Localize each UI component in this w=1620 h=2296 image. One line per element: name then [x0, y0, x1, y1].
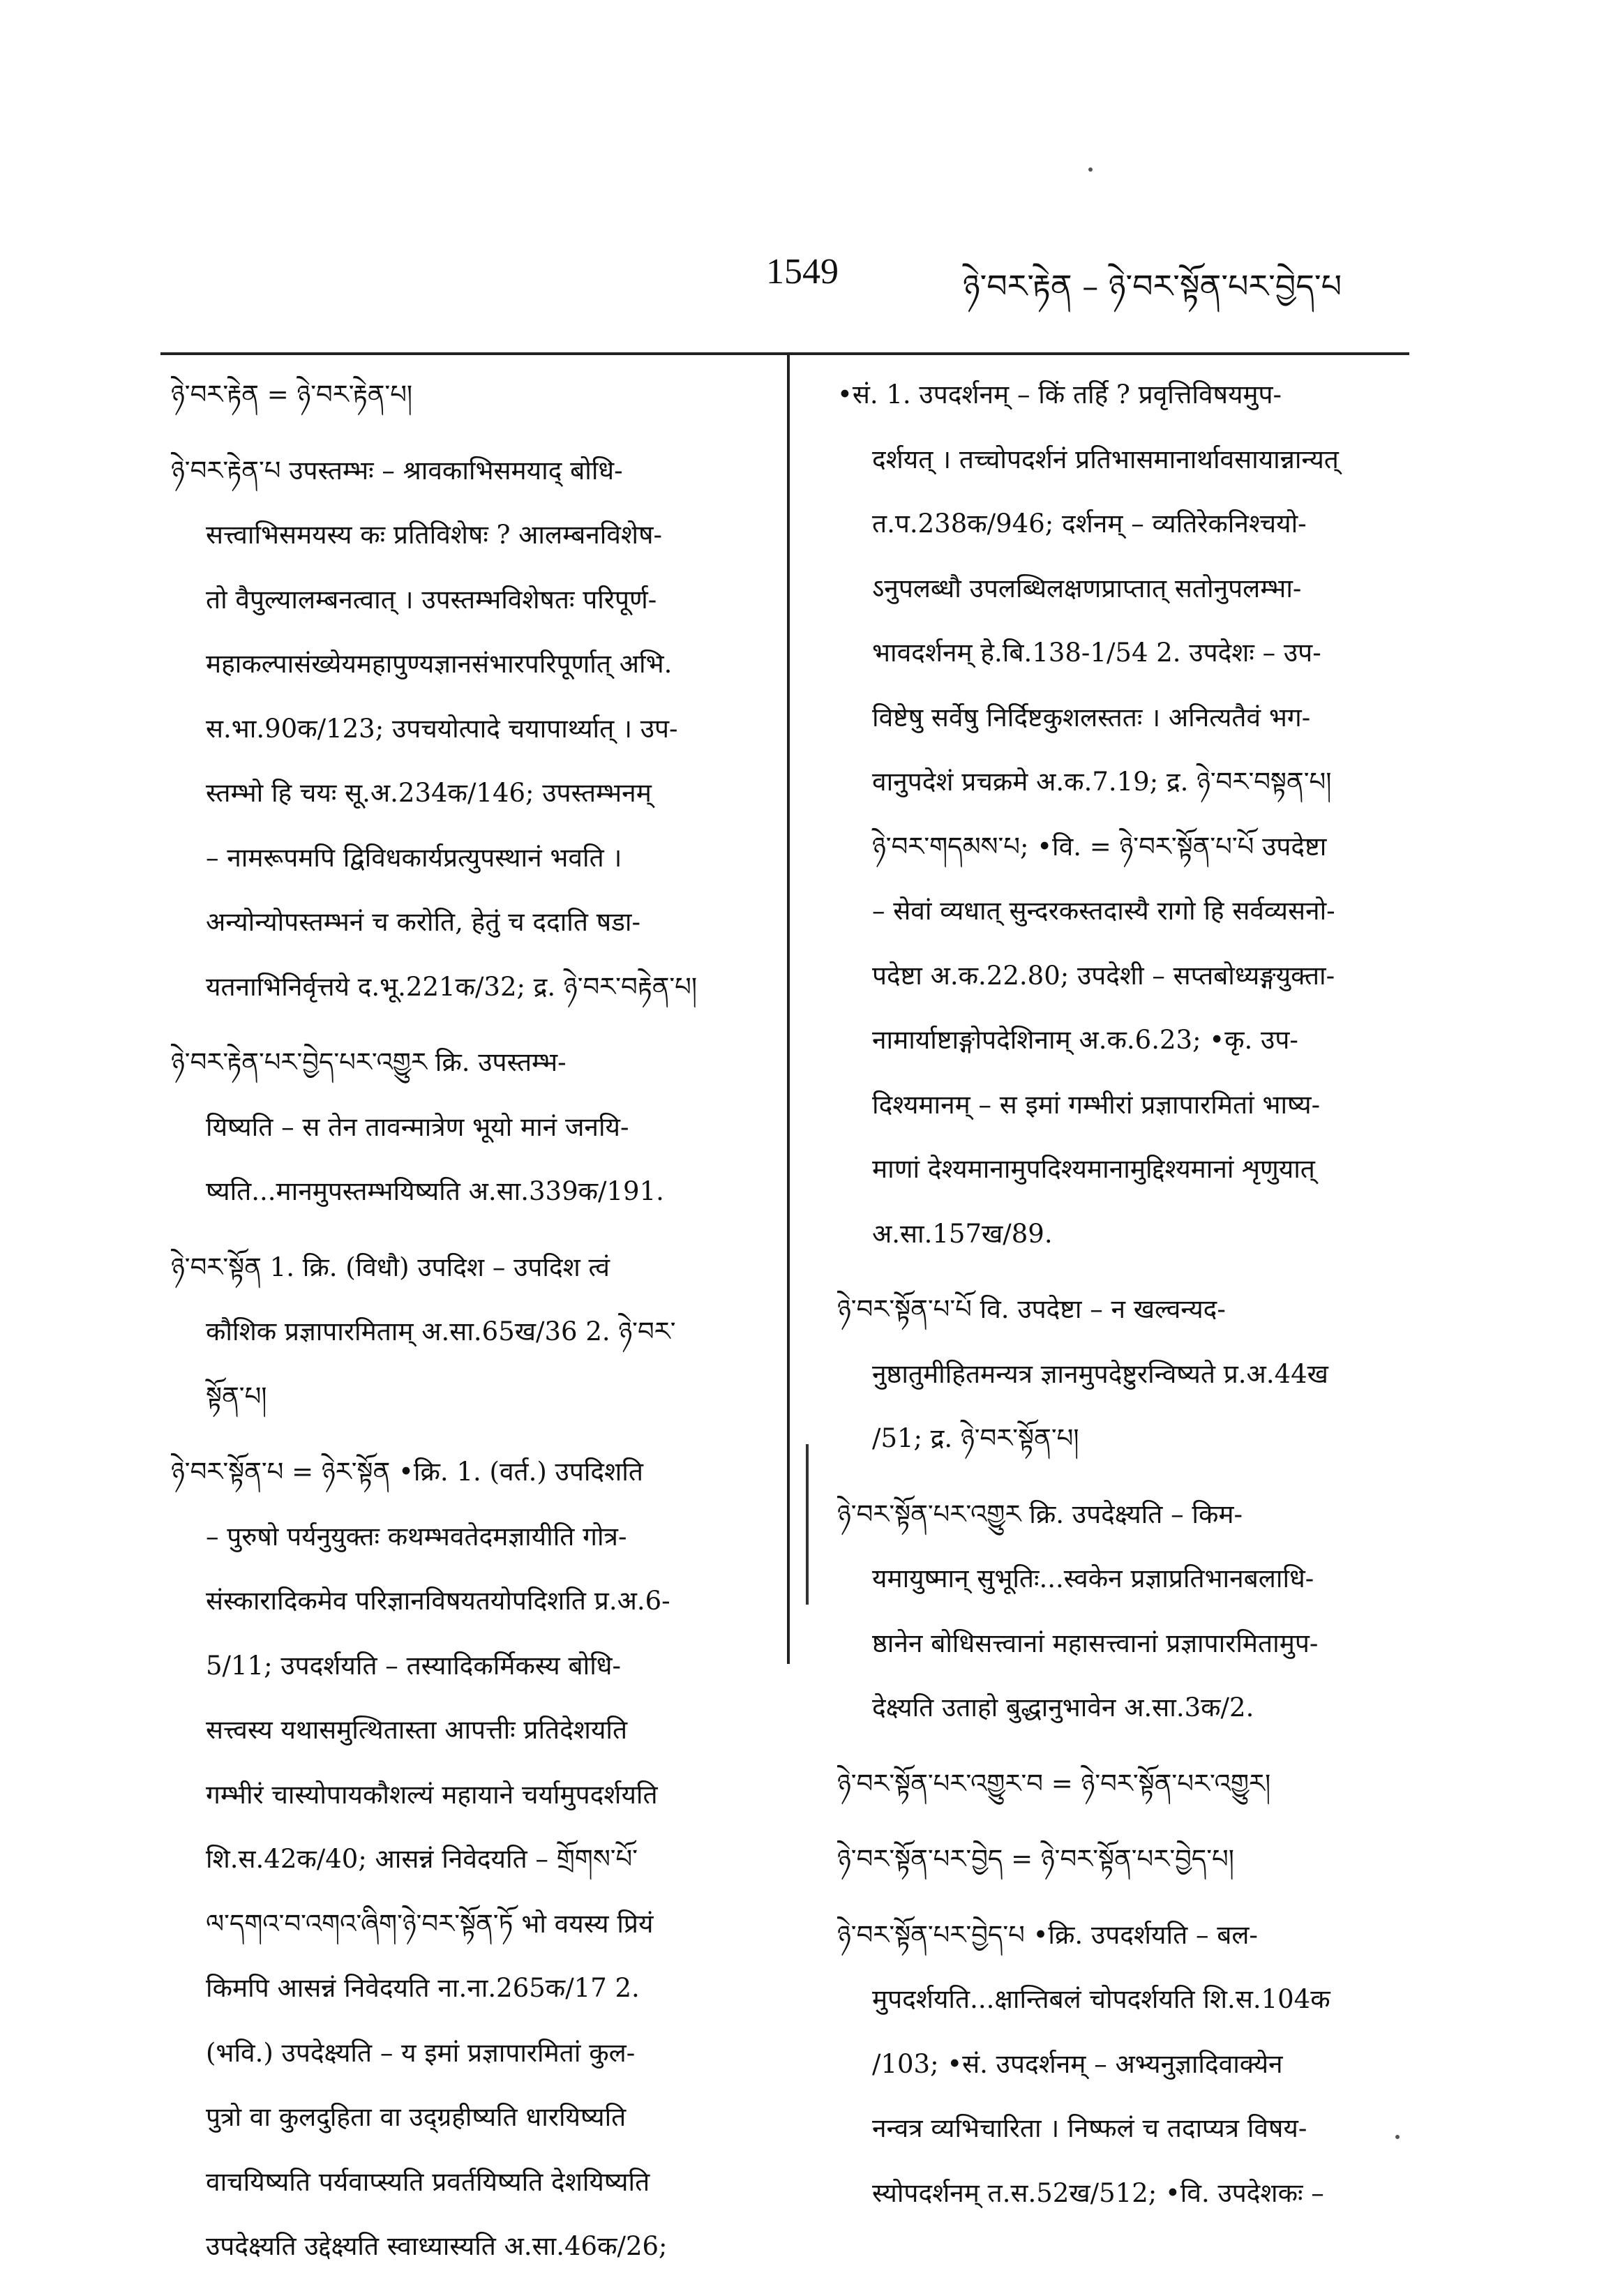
- entry-line: ཉེ་བར་གདམས་པ; •वि. = ཉེ་བར་སྟོན་པ་པོ उपदेष्टा: [872, 831, 1327, 862]
- entry-nye-bar-ston-pa: [171, 1440, 771, 2279]
- entry-line: यिष्यति – स तेन तावन्मात्रेण भूयो मानं जनयि-: [206, 1111, 629, 1142]
- entry-line: ऽनुपलब्धौ उपलब्धिलक्षणप्राप्तात् सतोनुपलम्भा-: [872, 573, 1302, 603]
- entry-nye-bar-ston-par-byed-pa: [837, 1903, 1437, 2226]
- entry-line: वानुपदेशं प्रचक्रमे अ.क.7.19; द्र. ཉེ་བར་བསྟན་པ།: [872, 767, 1332, 797]
- entry-line: तो वैपुल्यालम्बनत्वात् । उपस्तम्भविशेषतः परिपूर्ण-: [206, 584, 657, 615]
- column-divider-lower: [806, 1444, 809, 1605]
- entry-line: ཉེ་བར་རྟེན = ཉེ་བར་རྟེན་པ།: [171, 380, 413, 410]
- entry-line: नुष्ठातुमीहितमन्यत्र ज्ञानमुपदेष्टुरन्विष्यते प्र.अ.44ख: [872, 1358, 1328, 1389]
- entry-line: स्योपदर्शनम् त.स.52ख/512; •वि. उपदेशकः –: [872, 2177, 1324, 2208]
- entry-line: शि.स.42क/40; आसन्नं निवेदयति – གྲོགས་པོ་: [206, 1844, 638, 1874]
- entry-nye-bar-ston-par-byed: [837, 1827, 1437, 1892]
- entry-line: ལ་དགའ་བ་འགའ་ཞིག་ཉེ་བར་སྟོན་ཏོ भो वयस्य प्रियं: [206, 1908, 654, 1939]
- entry-line: सत्त्वस्य यथासमुत्थितास्ता आपत्तीः प्रतिदेशयति: [206, 1715, 628, 1745]
- entry-line: विष्टेषु सर्वेषु निर्दिष्टकुशलस्ततः । अनित्यतैवं भग-: [872, 702, 1311, 733]
- entry-line: ཉེ་བར་སྟོན་པ = ཉེར་སྟོན •क्रि. 1. (वर्त.) उपदिशति: [171, 1457, 643, 1487]
- entry-nye-bar-ston-pa-po: [837, 1277, 1437, 1471]
- entry-line: मुपदर्शयति...क्षान्तिबलं चोपदर्शयति शि.स.104क: [872, 1984, 1330, 2014]
- entry-nye-bar-rten-par-byed-par-gyur: [171, 1030, 771, 1224]
- entry-line: महाकल्पासंख्येयमहापुण्यज्ञानसंभारपरिपूर्णात् अभि.: [206, 649, 673, 679]
- entry-line: कौशिक प्रज्ञापारमिताम् अ.सा.65ख/36 2. ཉེ་བར་: [206, 1316, 676, 1346]
- scan-speck: [1088, 167, 1093, 172]
- entry-line: /103; •सं. उपदर्शनम् – अभ्यनुज्ञादिवाक्येन: [872, 2048, 1283, 2079]
- entry-line: ཉེ་བར་སྟོན་པར་འགྱུར་བ = ཉེ་བར་སྟོན་པར་འགྱུར།: [837, 1768, 1271, 1799]
- entry-line: – सेवां व्यधात् सुन्दरकस्तदास्यै रागो हि सर्वव्यसनो-: [872, 896, 1335, 926]
- entry-nye-bar-ston: [171, 1236, 771, 1430]
- entry-line: त.प.238क/946; दर्शनम् – व्यतिरेकनिश्चयो-: [872, 509, 1307, 539]
- entry-line: नन्वत्र व्यभिचारिता । निष्फलं च तदाप्यत्र विषय-: [872, 2113, 1307, 2143]
- page-number: 1549: [766, 252, 839, 292]
- entry-line: ཉེ་བར་སྟོན་པར་འགྱུར क्रि. उपदेक्ष्यति – किम-: [837, 1499, 1243, 1529]
- entry-line: वाचयिष्यति पर्यवाप्स्यति प्रवर्तयिष्यति देशयिष्यति: [206, 2166, 650, 2197]
- running-head: ཉེ་བར་རྟེན – ཉེ་བར་སྟོན་པར་བྱེད་པ: [963, 267, 1342, 305]
- column-divider: [787, 352, 790, 1664]
- entry-line: यतनाभिनिर्वृत्तये द.भू.221क/32; द्र. ཉེ་བར་བརྟེན་པ།: [206, 971, 698, 1002]
- entry-line: – पुरुषो पर्यनुयुक्तः कथम्भवतेदमज्ञायीति गोत्र-: [206, 1521, 627, 1552]
- entry-line: ष्ठानेन बोधिसत्त्वानां महासत्त्वानां प्रज्ञापारमितामुप-: [872, 1628, 1319, 1658]
- entry-line: •सं. 1. उपदर्शनम् – किं तर्हि ? प्रवृत्तिविषयमुप-: [837, 380, 1282, 410]
- entry-line: सत्त्वाभिसमयस्य कः प्रतिविशेषः ? आलम्बनविशेष-: [206, 520, 662, 550]
- entry-line: ཉེ་བར་སྟོན་པར་བྱེད་པ •क्रि. उपदर्शयति – बल-: [837, 1919, 1258, 1950]
- scan-speck: [1395, 2135, 1400, 2139]
- entry-nye-bar-ston-par-gyur-ba: [837, 1752, 1437, 1817]
- entry-line: उपदेक्ष्यति उद्देक्ष्यति स्वाध्यास्यति अ.सा.46क/26;: [206, 2231, 668, 2261]
- entry-nye-bar-rten: [171, 363, 771, 428]
- entry-line: दिश्यमानम् – स इमां गम्भीरां प्रज्ञापारमितां भाष्य-: [872, 1089, 1321, 1120]
- entry-line: गम्भीरं चास्योपायकौशल्यं महायाने चर्यामुपदर्शयति: [206, 1779, 658, 1810]
- entry-line: ཉེ་བར་སྟོན་པ་པོ वि. उपदेष्टा – न खल्वन्यद-: [837, 1294, 1226, 1324]
- left-column: [171, 363, 771, 2290]
- entry-line: 5/11; उपदर्शयति – तस्यादिकर्मिकस्य बोधि-: [206, 1650, 622, 1681]
- entry-line: यमायुष्मान् सुभूतिः...स्वकेन प्रज्ञाप्रतिभानबलाधि-: [872, 1563, 1314, 1593]
- entry-line: ཉེ་བར་རྟེན་པ उपस्तम्भः – श्रावकाभिसमयाद् बोधि-: [171, 455, 623, 486]
- entry-line: ཉེ་བར་སྟོན 1. क्रि. (विधौ) उपदिश – उपदिश त्वं: [171, 1252, 610, 1282]
- entry-line: माणां देश्यमानामुपदिश्यमानामुद्दिश्यमानां शृणुयात्: [872, 1154, 1315, 1184]
- header-rule: [160, 352, 1409, 355]
- entry-line: भावदर्शनम् हे.बि.138-1/54 2. उपदेशः – उप-: [872, 638, 1321, 668]
- entry-line: पदेष्टा अ.क.22.80; उपदेशी – सप्तबोध्यङ्गयुक्ता-: [872, 960, 1335, 991]
- right-column: [837, 363, 1437, 2237]
- entry-nye-bar-rten-pa: [171, 439, 771, 1020]
- entry-line: अ.सा.157ख/89.: [872, 1218, 1053, 1249]
- entry-nye-bar-ston-par-gyur: [837, 1483, 1437, 1741]
- entry-line: अन्योन्योपस्तम्भनं च करोति, हेतुं च ददाति षडा-: [206, 907, 641, 937]
- entry-line: देक्ष्यति उताहो बुद्धानुभावेन अ.सा.3क/2.: [872, 1693, 1254, 1723]
- entry-line: नामार्याष्टाङ्गोपदेशिनाम् अ.क.6.23; •कृ. उप-: [872, 1025, 1298, 1055]
- entry-line: किमपि आसन्नं निवेदयति ना.ना.265क/17 2.: [206, 1973, 640, 2003]
- entry-line: (भवि.) उपदेक्ष्यति – य इमां प्रज्ञापारमितां कुल-: [206, 2037, 636, 2068]
- entry-line: दर्शयत् । तच्चोपदर्शनं प्रतिभासमानार्थावसायान्नान्यत्: [872, 444, 1339, 474]
- entry-line: पुत्रो वा कुलदुहिता वा उद्ग्रहीष्यति धारयिष्यति: [206, 2102, 627, 2132]
- entry-line: ཉེ་བར་སྟོན་པར་བྱེད = ཉེ་བར་སྟོན་པར་བྱེད་པ།: [837, 1844, 1234, 1874]
- entry-line: स.भा.90क/123; उपचयोत्पादे चयापार्थ्यात् । उप-: [206, 713, 678, 744]
- entry-line: སྟོན་པ།: [206, 1381, 267, 1411]
- entry-upadarshanam-continued: [837, 363, 1437, 1266]
- entry-line: – नामरूपमपि द्विविधकार्यप्रत्युपस्थानं भवति ।: [206, 842, 622, 873]
- entry-line: ष्यति...मानमुपस्तम्भयिष्यति अ.सा.339क/191.: [206, 1176, 664, 1206]
- entry-line: ཉེ་བར་རྟེན་པར་བྱེད་པར་འགྱུར क्रि. उपस्तम्भ-: [171, 1047, 567, 1077]
- entry-line: /51; द्र. ཉེ་བར་སྟོན་པ།: [872, 1423, 1079, 1453]
- entry-line: संस्कारादिकमेव परिज्ञानविषयतयोपदिशति प्र.अ.6-: [206, 1586, 670, 1616]
- entry-line: स्तम्भो हि चयः सू.अ.234क/146; उपस्तम्भनम्: [206, 778, 652, 808]
